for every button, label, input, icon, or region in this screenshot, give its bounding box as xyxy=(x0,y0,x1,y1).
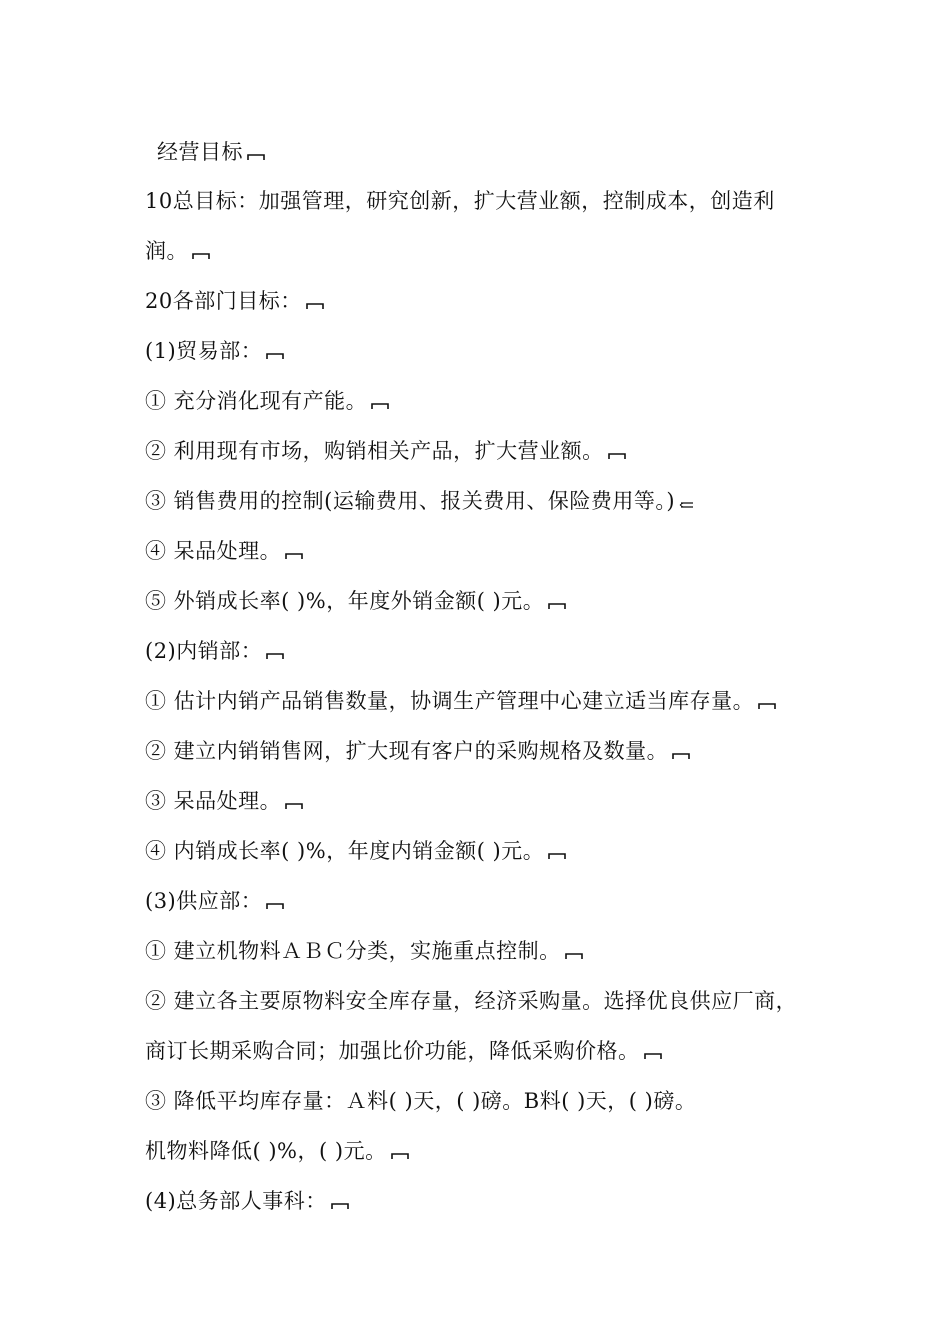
line-1 xyxy=(157,139,265,165)
line-text: (2)内销部： xyxy=(145,639,263,663)
paragraph-mark-icon xyxy=(247,153,265,161)
line-text: 商订长期采购合同；加强比价功能，降低采购价格。 xyxy=(145,1039,640,1063)
line-text: (3)供应部： xyxy=(145,889,263,913)
line-14 xyxy=(145,788,303,814)
line-13 xyxy=(145,738,690,764)
paragraph-mark-icon xyxy=(306,302,324,310)
paragraph-mark-icon xyxy=(285,552,303,560)
line-text: 经营目标 xyxy=(157,140,243,164)
line-18 xyxy=(145,988,797,1014)
line-text: ① 建立机物料ＡＢＣ分类，实施重点控制。 xyxy=(145,939,561,963)
line-20 xyxy=(145,1088,696,1114)
paragraph-mark-icon xyxy=(672,752,690,760)
line-2 xyxy=(145,188,775,214)
line-12 xyxy=(145,688,776,714)
line-text: ② 建立内销销售网，扩大现有客户的采购规格及数量。 xyxy=(145,739,669,763)
paragraph-mark-icon xyxy=(371,402,389,410)
line-15 xyxy=(145,838,566,864)
line-text: ② 利用现有市场，购销相关产品，扩大营业额。 xyxy=(145,439,604,463)
line-text: ① 充分消化现有产能。 xyxy=(145,389,368,413)
paragraph-mark-icon xyxy=(192,252,210,260)
paragraph-mark-icon xyxy=(391,1152,409,1160)
line-19 xyxy=(145,1038,662,1064)
paragraph-mark-icon xyxy=(644,1052,662,1060)
paragraph-mark-icon xyxy=(266,902,284,910)
line-text: 润。 xyxy=(145,239,188,263)
line-text: ③ 降低平均库存量：Ａ料( )天，( )磅。B料( )天，( )磅。 xyxy=(145,1089,697,1113)
line-text: ③ 销售费用的控制(运输费用、报关费用、保险费用等。) xyxy=(145,489,676,513)
line-22 xyxy=(145,1188,349,1214)
line-text: ② 建立各主要原物料安全库存量，经济采购量。选择优良供应厂商， xyxy=(145,989,798,1013)
line-text: 20各部门目标： xyxy=(145,289,302,313)
line-11 xyxy=(145,638,284,664)
line-text: ① 估计内销产品销售数量，协调生产管理中心建立适当库存量。 xyxy=(145,689,755,713)
line-break-mark-icon xyxy=(679,502,697,510)
line-3 xyxy=(145,238,210,264)
paragraph-mark-icon xyxy=(331,1202,349,1210)
line-text: ③ 呆品处理。 xyxy=(145,789,282,813)
paragraph-mark-icon xyxy=(285,802,303,810)
paragraph-mark-icon xyxy=(565,952,583,960)
line-text: ④ 呆品处理。 xyxy=(145,539,282,563)
line-21 xyxy=(145,1138,409,1164)
paragraph-mark-icon xyxy=(608,452,626,460)
paragraph-mark-icon xyxy=(548,852,566,860)
line-text: (4)总务部人事科： xyxy=(145,1189,327,1213)
paragraph-mark-icon xyxy=(548,602,566,610)
line-17 xyxy=(145,938,583,964)
line-16 xyxy=(145,888,284,914)
paragraph-mark-icon xyxy=(266,652,284,660)
line-4 xyxy=(145,288,324,314)
line-7 xyxy=(145,438,626,464)
line-10 xyxy=(145,588,566,614)
line-5 xyxy=(145,338,284,364)
paragraph-mark-icon xyxy=(266,352,284,360)
line-8 xyxy=(145,488,697,514)
line-text: ④ 内销成长率( )%，年度内销金额( )元。 xyxy=(145,839,545,863)
line-text: (1)贸易部： xyxy=(145,339,263,363)
line-6 xyxy=(145,388,389,414)
line-text: 10总目标：加强管理，研究创新，扩大营业额，控制成本，创造利 xyxy=(145,189,775,213)
paragraph-mark-icon xyxy=(758,702,776,710)
line-text: 机物料降低( )%，( )元。 xyxy=(145,1139,387,1163)
line-text: ⑤ 外销成长率( )%，年度外销金额( )元。 xyxy=(145,589,545,613)
line-9 xyxy=(145,538,303,564)
